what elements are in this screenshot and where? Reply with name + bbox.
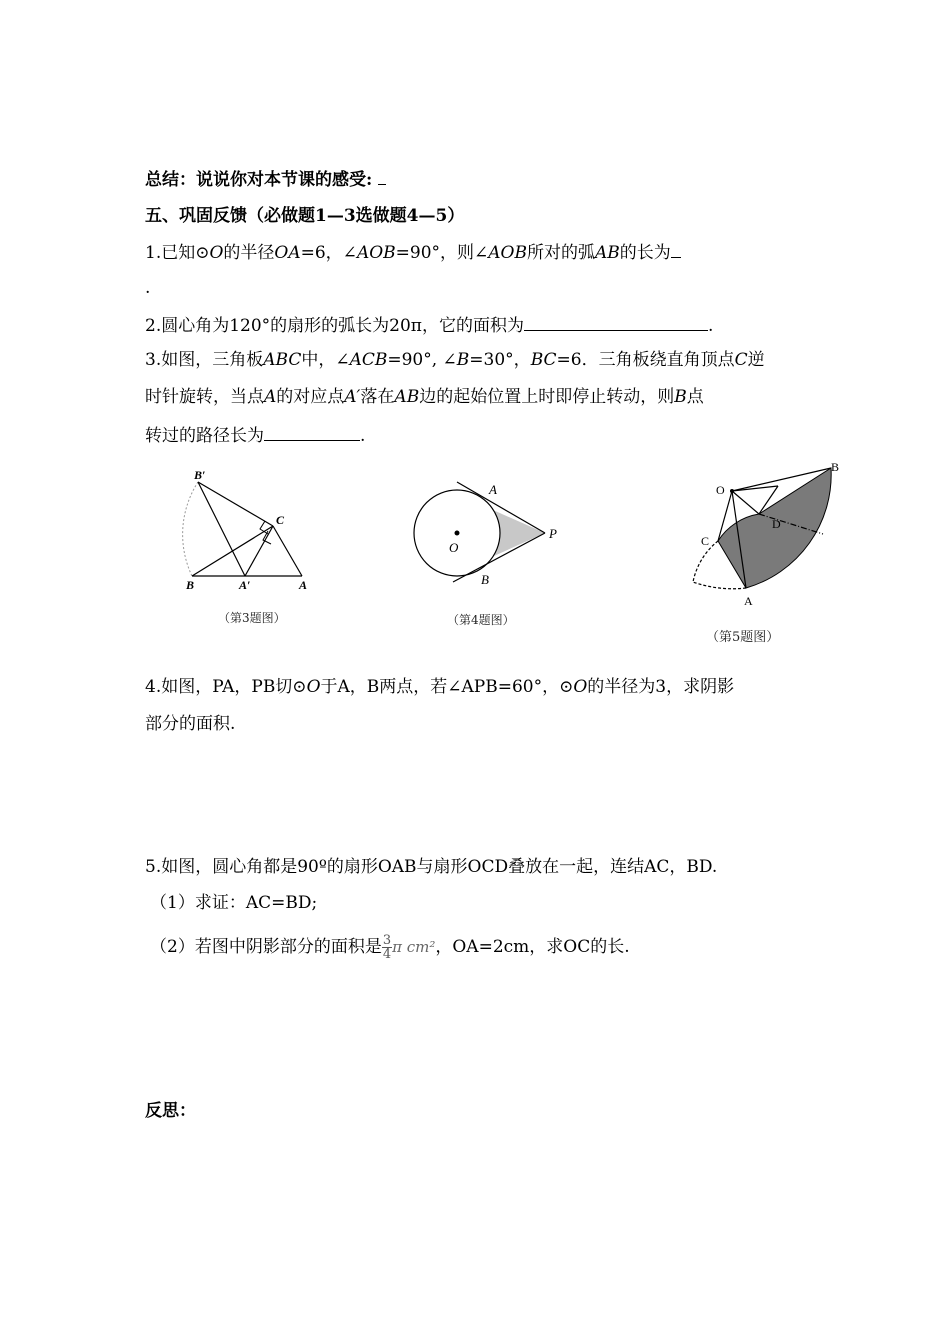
question-3-line-1: 3.如图，三角板ABC中，∠ACB=90°, ∠B=30°，BC=6．三角板绕直角顶点C逆: [145, 350, 765, 370]
label-Bprime: B′: [194, 468, 206, 482]
segment-O-top: [732, 486, 778, 491]
label-A: A: [489, 482, 497, 497]
label-A: A: [299, 578, 308, 592]
figure-4-caption: （第4题图）: [447, 613, 515, 627]
label-C: C: [276, 513, 285, 527]
q1-answer-blank[interactable]: [671, 241, 681, 258]
label-B: B: [481, 572, 489, 587]
label-B: B: [186, 578, 195, 592]
label-O: O: [449, 540, 459, 555]
question-4-line-2: 部分的面积.: [145, 714, 236, 734]
figure-5: [688, 460, 848, 610]
q3-answer-blank[interactable]: [264, 424, 360, 441]
summary-label: 总结：说说你对本节课的感受:: [145, 170, 379, 190]
fraction-three-quarters: $\frac{3}{4}$: [382, 933, 392, 962]
q2-answer-blank[interactable]: [524, 314, 708, 331]
center-dot: [455, 531, 460, 536]
label-C: C: [701, 534, 710, 548]
label-A: A: [744, 594, 753, 608]
reflection-label: 反思：: [145, 1101, 196, 1121]
question-1-end: .: [145, 278, 151, 298]
summary-line: [145, 168, 386, 190]
section-title: 五、巩固反馈（必做题1—3选做题4—5）: [145, 206, 465, 226]
radius-OD: [732, 491, 759, 514]
figure-3-caption: （第3题图）: [218, 611, 286, 625]
label-B: B: [831, 460, 840, 474]
shaded-region: [493, 510, 545, 556]
question-1: 1.已知⊙O的半径OA=6，∠AOB=90°，则∠AOB所对的弧AB的长为: [145, 241, 681, 263]
question-4-line-1: 4.如图，PA，PB切⊙O于A，B两点，若∠APB=60°，⊙O的半径为3，求阴影: [145, 677, 735, 697]
label-O: O: [716, 483, 725, 497]
figure-3: [172, 466, 332, 596]
question-5-part-1: （1）求证：AC=BD;: [150, 893, 318, 913]
label-Aprime: A′: [239, 578, 251, 592]
segment-CA-prime: [245, 526, 273, 576]
arc-path: [183, 482, 198, 576]
question-2: 2.圆心角为120°的扇形的弧长为20π，它的面积为 .: [145, 316, 714, 336]
segment-CA: [273, 526, 302, 576]
question-5-line-1: 5.如图，圆心角都是90º的扇形OAB与扇形OCD叠放在一起，连结AC，BD.: [145, 857, 718, 877]
question-3-line-3: 转过的路径长为 .: [145, 426, 366, 446]
label-P: P: [549, 526, 557, 541]
center-dot: [730, 489, 734, 493]
summary-blank[interactable]: [378, 168, 386, 185]
question-5-part-2: （2）若图中阴影部分的面积是 $\frac{3}{4}$ π cm²，OA=2cm，求OC的长.: [150, 933, 630, 962]
figure-4: [405, 470, 575, 600]
dashed-arc-bottom: [693, 582, 746, 589]
question-3-line-2: 时针旋转，当点A的对应点A′落在AB边的起始位置上时即停止转动，则B点: [145, 387, 704, 407]
figure-5-caption: （第5题图）: [706, 630, 780, 645]
label-D: D: [772, 517, 781, 531]
